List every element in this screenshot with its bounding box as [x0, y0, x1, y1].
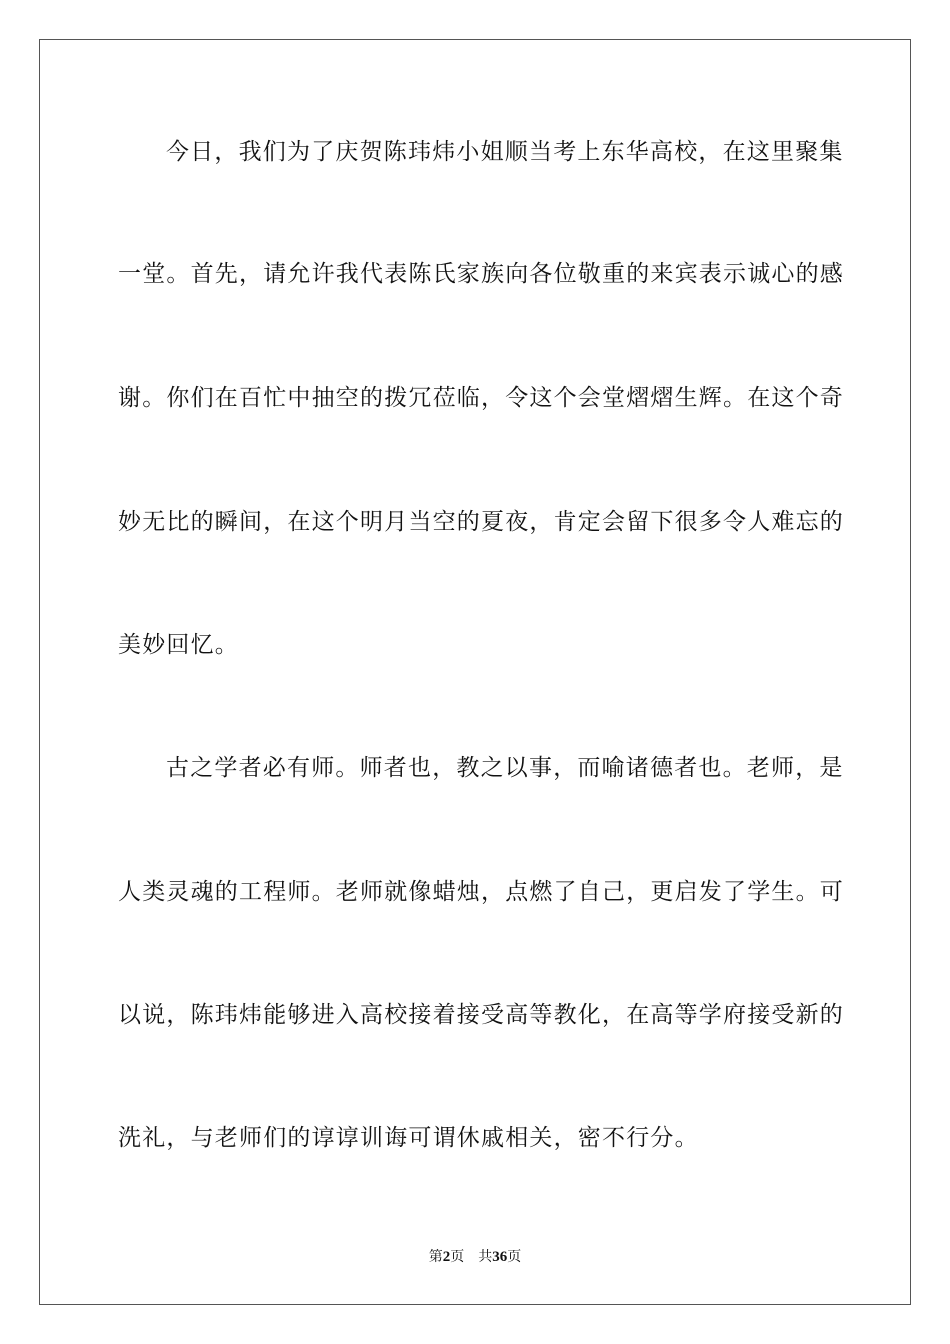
text-line: 一堂。首先，请允许我代表陈氏家族向各位敬重的来宾表示诚心的感 [118, 261, 844, 287]
text-line: 美妙回忆。 [118, 632, 239, 658]
text-line: 谢。你们在百忙中抽空的拨冗莅临，令这个会堂熠熠生辉。在这个奇 [118, 385, 844, 411]
total-suffix: 页 [507, 1249, 522, 1265]
text-line: 古之学者必有师。师者也，教之以事，而喻诸德者也。老师，是 [166, 755, 844, 781]
page-prefix: 第 [428, 1249, 443, 1265]
page-frame [39, 39, 911, 1305]
page-number: 2 [442, 1249, 451, 1265]
text-line: 今日，我们为了庆贺陈玮炜小姐顺当考上东华高校，在这里聚集 [166, 139, 844, 165]
total-prefix: 共 [478, 1249, 493, 1265]
page-suffix: 页 [450, 1249, 465, 1265]
page-footer [0, 1248, 950, 1266]
total-pages: 36 [492, 1249, 508, 1265]
text-line: 人类灵魂的工程师。老师就像蜡烛，点燃了自己，更启发了学生。可 [118, 879, 844, 905]
text-line: 以说，陈玮炜能够进入高校接着接受高等教化，在高等学府接受新的 [118, 1002, 844, 1028]
text-line: 洗礼，与老师们的谆谆训诲可谓休戚相关，密不行分。 [118, 1125, 699, 1151]
text-line: 妙无比的瞬间，在这个明月当空的夏夜，肯定会留下很多令人难忘的 [118, 509, 844, 535]
